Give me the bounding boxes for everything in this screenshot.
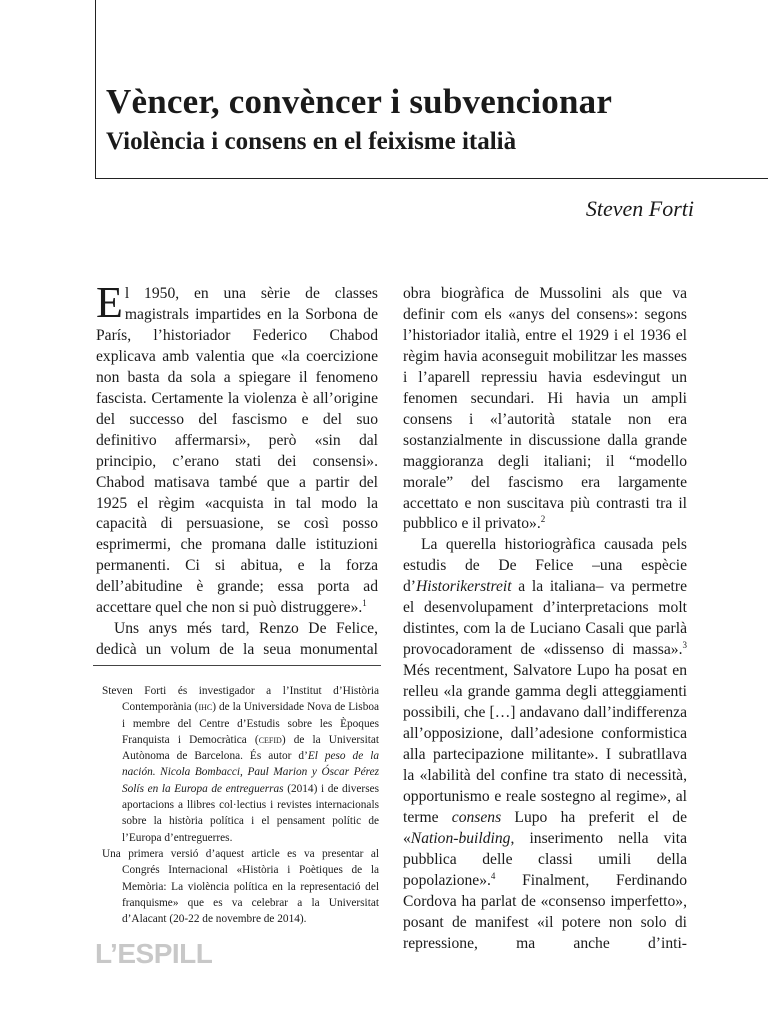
footnote-text: ) de la Universidade Nova de Lisboa i membre del Centre d’Estudis sobre les Èpoques Franquista i Democràtica (	[122, 701, 380, 746]
footnote-rule	[93, 665, 381, 666]
drop-cap: E	[96, 278, 123, 327]
paragraph-text: Finalment, Ferdinando Cordova ha parlat de «consenso imperfetto», posant de manifest «il potere non solo di repressione, ma anche d’inti-	[403, 871, 687, 952]
body-column-left	[96, 278, 378, 661]
paragraph-text: Més recentment, Salvatore Lupo ha posat en relleu «la grande gamma degli atteggiamenti possibili, che […] andavano dall’indifferenza all’opposizione, dall’adesione conformistica alla partecipazione militante». I subratllava la «labilità del confine tra stato di necessità, opportunismo e reale sostegno al regime», al terme	[403, 662, 687, 826]
paragraph: Uns anys més tard, Renzo De Felice, dedicà un volum de la seua monumental	[96, 620, 378, 659]
paragraph	[403, 284, 687, 535]
footnote-ref: 1	[362, 598, 367, 609]
footnote-text: (2014) i de diverses aportacions a llibres col·lectius i revistes internacionals sobre la història política i el pensament polític de l’Europa d’entreguerres.	[122, 782, 380, 844]
footnote-ref: 3	[682, 640, 687, 651]
acronym: ihc	[198, 701, 213, 714]
header-vertical-rule	[95, 0, 96, 179]
paragraph-text: La querella historiogràfica causada pels estudis de De Felice –una espècie d’	[403, 536, 687, 596]
article-subtitle: Violència i consens en el feixisme italià	[106, 128, 517, 155]
italic-term: Nation-building	[410, 829, 511, 847]
paragraph	[403, 535, 687, 954]
paragraph	[96, 278, 378, 619]
footnote-ref: 4	[490, 870, 496, 881]
footnote-text: Steven Forti és investigador a l’Institut d’Història Contemporània (	[102, 685, 379, 714]
paragraph-text: , inserimento nella vita pubblica delle classi umili della popolazione».	[403, 829, 687, 889]
footnote-ref: 2	[540, 514, 546, 525]
footnote-note: Una primera versió d’aquest article es va presentar al Congrés Internacional «Història i Poètiques de la Memòria: La violència política en la representació del franquisme» que es va celebrar a la Universitat d’Alacant (20-22 de novembre de 2014).	[102, 847, 379, 926]
header-horizontal-rule	[95, 178, 768, 179]
author-footnote	[102, 683, 379, 927]
article-author: Steven Forti	[585, 196, 694, 221]
paragraph-text: Lupo ha preferit el de «	[403, 808, 687, 847]
footnote-text: ) de la Universitat Autònoma de Barcelona. És autor d’	[122, 733, 379, 763]
paragraph-text: l 1950, en una sèrie de classes magistrals impartides en la Sorbona de París, l’historiador Federico Chabod explicava amb valentia que «la coercizione non basta da sola a spiegare il fenomeno fascista. Certamente la violenza è all’origine del successo del fascismo e del suo definitivo affermarsi», però «sin dal principio, c’erano stati dei consensi». Chabod matisava també que a partir del 1925 el règim «acquista in tal modo la capacità di persuasione, se così posso esprimermi, che promana dalle istituzioni permanenti. Ci si abitua, e la forza dell’abitudine è grande; essa porta ad accettare quel che non si può distruggere».	[96, 285, 378, 617]
italic-term: consens	[451, 808, 502, 826]
article-title: Vèncer, convèncer i subvencionar	[106, 82, 613, 121]
acronym: cefid	[258, 733, 282, 746]
footnote-bio	[102, 683, 379, 846]
journal-logo: L’ESPILL	[95, 938, 213, 969]
body-column-right	[403, 284, 687, 955]
paragraph-text: obra biogràfica de Mussolini als que va definir com els «anys del consens»: segons l’historiador italià, entre el 1929 i el 1936 el règim havia aconseguit mobilitzar les masses i l’aparell repressiu havia esdevingut un fenomen secundari. Hi havia un ampli consens i «l’autorità statale non era sostanzialmente in discussione dalla grande maggioranza degli italiani; il “modello morale” del fascismo era largamente accettato e non suscitava più contrasti tra il pubblico e il privato».	[403, 285, 687, 533]
italic-term: Historikerstreit	[416, 578, 512, 596]
paragraph-text: a la italiana– va permetre el desenvolupament d’interpretacions molt distintes, com la de Luciano Casali que parlà provocadorament de «dissenso di massa».	[403, 578, 687, 659]
book-title: El peso de la nación. Nicola Bombacci, Paul Marion y Óscar Pérez Solís en la Europa de entreguerras	[122, 750, 379, 795]
